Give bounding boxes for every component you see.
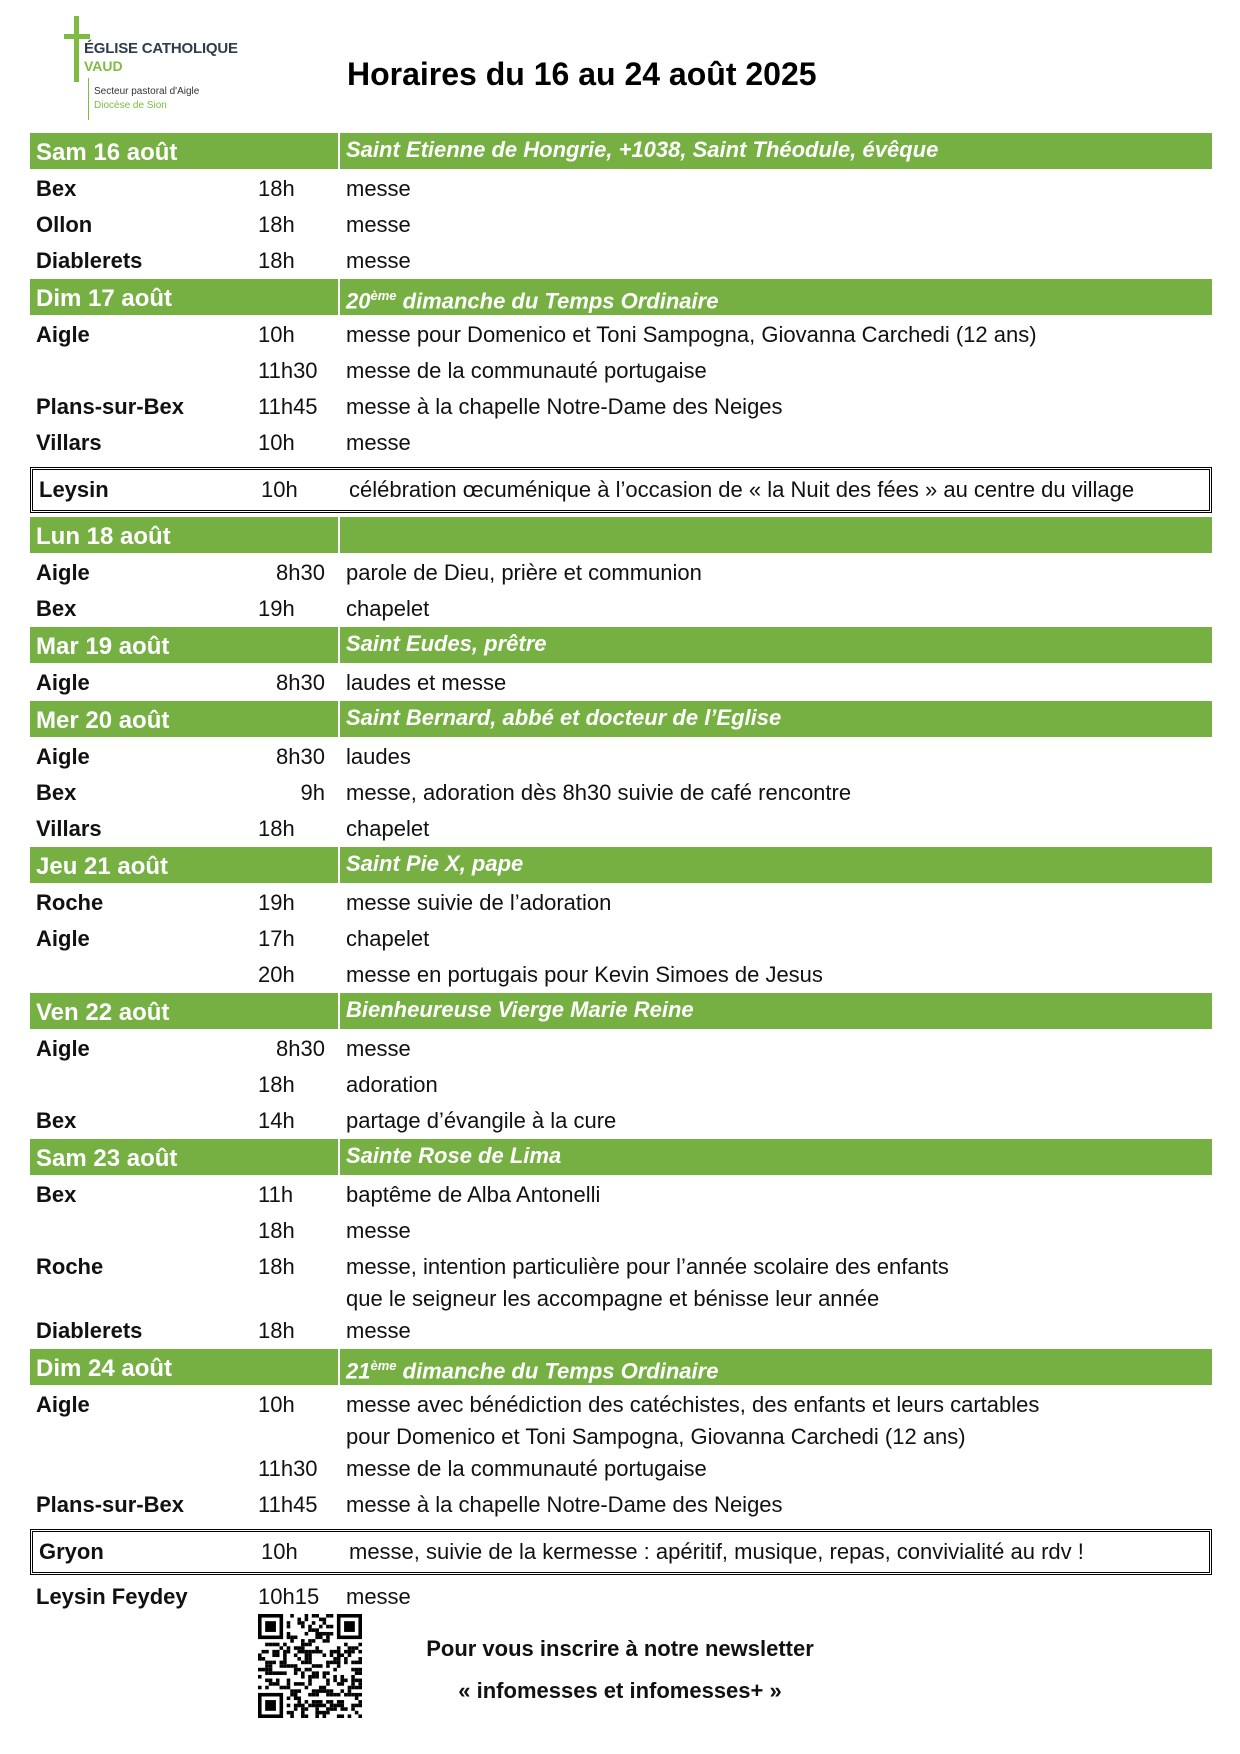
schedule-row <box>30 1177 1212 1213</box>
time: 18h <box>258 176 295 201</box>
day-header <box>30 627 1212 663</box>
place-name: Gryon <box>39 1539 104 1564</box>
time: 8h30 <box>276 1036 325 1061</box>
activity <box>346 353 707 387</box>
place-name: Roche <box>36 1254 104 1279</box>
activity <box>346 739 411 773</box>
time: 18h <box>258 1318 295 1343</box>
highlighted-row <box>30 467 1212 513</box>
schedule-row <box>30 1067 1212 1103</box>
time: 10h <box>258 1392 295 1417</box>
activity-line: baptême de Alba Antonelli <box>346 1182 601 1207</box>
activity <box>346 591 429 625</box>
activity-line: chapelet <box>346 816 430 841</box>
schedule-row <box>30 885 1212 921</box>
activity <box>346 1067 438 1101</box>
day-label: Sam 23 août <box>36 1145 178 1172</box>
place-name: Aigle <box>36 322 90 347</box>
page-title: Horaires du 16 au 24 août 2025 <box>347 56 817 92</box>
schedule-row <box>30 1313 1212 1349</box>
feast-label: Sainte Rose de Lima <box>346 1143 562 1168</box>
activity <box>349 1532 1084 1572</box>
activity <box>346 665 506 699</box>
highlighted-row <box>30 1529 1212 1575</box>
day-label: Sam 16 août <box>36 139 178 166</box>
activity <box>346 775 851 809</box>
place-name: Plans-sur-Bex <box>36 394 184 419</box>
activity <box>346 1313 411 1347</box>
time: 19h <box>258 596 295 621</box>
activity-line2: pour Domenico et Toni Sampogna, Giovanna Carchedi (12 ans) <box>346 1424 966 1449</box>
feast-label: Saint Eudes, prêtre <box>346 631 547 656</box>
activity <box>349 470 1134 510</box>
header-divider <box>338 517 340 553</box>
time: 18h <box>258 1218 295 1243</box>
activity-line: messe, adoration dès 8h30 suivie de café rencontre <box>346 780 852 805</box>
header-divider <box>338 701 340 737</box>
activity <box>346 1487 783 1521</box>
activity <box>346 957 823 991</box>
place-name: Villars <box>36 430 102 455</box>
activity-line: messe <box>346 1036 411 1061</box>
time: 19h <box>258 890 295 915</box>
place-name: Leysin <box>39 477 109 502</box>
feast-label: Saint Etienne de Hongrie, +1038, Saint Théodule, évêque <box>346 137 939 162</box>
schedule-row <box>30 591 1212 627</box>
time: 11h30 <box>258 1456 318 1481</box>
activity-line: partage d’évangile à la cure <box>346 1108 617 1133</box>
place-name: Bex <box>36 1108 77 1133</box>
activity-line: chapelet <box>346 926 430 951</box>
activity-line: célébration œcuménique à l’occasion de « la Nuit des fées » au centre du village <box>349 477 1135 502</box>
header-divider <box>338 1349 340 1385</box>
activity-line: messe suivie de l’adoration <box>346 890 612 915</box>
activity <box>346 207 411 241</box>
activity-line: messe <box>346 248 411 273</box>
header-divider <box>338 627 340 663</box>
day-label: Mar 19 août <box>36 633 170 660</box>
time: 20h <box>258 962 295 987</box>
time: 8h30 <box>276 560 325 585</box>
activity-line: messe avec bénédiction des catéchistes, des enfants et leurs cartables <box>346 1392 1040 1417</box>
logo-line1: ÉGLISE CATHOLIQUE <box>84 40 238 57</box>
time: 18h <box>258 1254 295 1279</box>
activity-line: messe <box>346 1318 411 1343</box>
activity <box>346 243 411 277</box>
activity-line: messe <box>346 176 411 201</box>
cross-icon <box>74 16 79 82</box>
feast-rest: dimanche du Temps Ordinaire <box>396 288 719 314</box>
time: 11h <box>258 1182 294 1207</box>
activity-line: messe de la communauté portugaise <box>346 1456 707 1481</box>
day-label: Lun 18 août <box>36 523 171 550</box>
place-name: Bex <box>36 780 77 805</box>
feast-label: Bienheureuse Vierge Marie Reine <box>346 997 694 1022</box>
activity-line: messe à la chapelle Notre-Dame des Neiges <box>346 394 783 419</box>
activity-line: messe <box>346 1584 411 1609</box>
schedule-row <box>30 243 1212 279</box>
newsletter-line2: « infomesses et infomesses+ » <box>458 1678 782 1703</box>
time: 10h15 <box>258 1584 320 1609</box>
time: 9h <box>300 780 325 805</box>
header-divider <box>338 1139 340 1175</box>
time: 18h <box>258 1072 295 1097</box>
activity-line: laudes et messe <box>346 670 507 695</box>
feast-label <box>346 279 718 318</box>
place-name: Bex <box>36 596 77 621</box>
schedule-row <box>30 921 1212 957</box>
place-name: Roche <box>36 890 104 915</box>
feast-superscript: ème <box>370 1358 397 1373</box>
feast-label <box>346 1349 718 1388</box>
activity-line: messe pour Domenico et Toni Sampogna, Giovanna Carchedi (12 ans) <box>346 322 1037 347</box>
logo-line2: VAUD <box>84 58 123 74</box>
activity-line: messe en portugais pour Kevin Simoes de Jesus <box>346 962 823 987</box>
time: 11h30 <box>258 358 318 383</box>
place-name: Aigle <box>36 670 90 695</box>
header-divider <box>338 279 340 315</box>
activity <box>346 921 429 955</box>
day-header <box>30 1349 1212 1385</box>
activity <box>346 1249 949 1315</box>
activity-line: messe, intention particulière pour l’année scolaire des enfants <box>346 1254 949 1279</box>
place-name: Aigle <box>36 560 90 585</box>
day-header <box>30 279 1212 315</box>
logo-divider <box>88 78 89 120</box>
time: 18h <box>258 212 295 237</box>
feast-number: 20 <box>346 288 371 314</box>
header-divider <box>338 133 340 169</box>
logo-line3: Secteur pastoral d'Aigle <box>94 86 200 97</box>
feast-label: Saint Pie X, pape <box>346 851 524 876</box>
time: 11h45 <box>258 394 318 419</box>
place-name: Villars <box>36 816 102 841</box>
activity <box>346 389 783 423</box>
place-name: Plans-sur-Bex <box>36 1492 184 1517</box>
activity-line: messe <box>346 212 411 237</box>
time: 14h <box>258 1108 295 1133</box>
activity <box>346 425 411 459</box>
schedule-row <box>30 389 1212 425</box>
place-name: Aigle <box>36 926 90 951</box>
activity-line: adoration <box>346 1072 438 1097</box>
cross-icon-bar <box>64 34 90 39</box>
place-name: Leysin Feydey <box>36 1584 188 1609</box>
day-header <box>30 847 1212 883</box>
schedule-table <box>30 133 1212 1615</box>
activity <box>346 1031 411 1065</box>
schedule-row <box>30 1031 1212 1067</box>
time: 10h <box>261 1539 298 1564</box>
day-label: Jeu 21 août <box>36 853 169 880</box>
feast-superscript: ème <box>370 288 397 303</box>
schedule-row <box>30 171 1212 207</box>
schedule-row <box>30 1213 1212 1249</box>
header-divider <box>338 993 340 1029</box>
time: 18h <box>258 816 295 841</box>
activity-line: laudes <box>346 744 411 769</box>
activity <box>346 1451 707 1485</box>
newsletter-line1: Pour vous inscrire à notre newsletter <box>426 1636 814 1661</box>
activity-line: chapelet <box>346 596 430 621</box>
schedule-row <box>30 665 1212 701</box>
time: 11h45 <box>258 1492 318 1517</box>
day-header <box>30 701 1212 737</box>
schedule-row <box>30 1451 1212 1487</box>
logo <box>62 14 262 124</box>
activity <box>346 811 429 845</box>
day-label: Ven 22 août <box>36 999 170 1026</box>
time: 10h <box>258 430 295 455</box>
feast-label: Saint Bernard, abbé et docteur de l’Eglise <box>346 705 782 730</box>
day-header <box>30 517 1212 553</box>
activity-line: messe <box>346 430 411 455</box>
time: 10h <box>258 322 295 347</box>
schedule-row <box>30 1387 1212 1451</box>
time: 8h30 <box>276 744 325 769</box>
day-label: Mer 20 août <box>36 707 170 734</box>
activity-line: messe à la chapelle Notre-Dame des Neiges <box>346 1492 783 1517</box>
schedule-row <box>30 957 1212 993</box>
place-name: Bex <box>36 176 77 201</box>
schedule-row <box>30 1487 1212 1523</box>
place-name: Diablerets <box>36 1318 143 1343</box>
activity-line2: que le seigneur les accompagne et bénisse leur année <box>346 1286 880 1311</box>
place-name: Aigle <box>36 744 90 769</box>
day-header <box>30 1139 1212 1175</box>
time: 8h30 <box>276 670 325 695</box>
activity <box>346 1177 600 1211</box>
header-divider <box>338 847 340 883</box>
activity-line: parole de Dieu, prière et communion <box>346 560 702 585</box>
place-name: Bex <box>36 1182 77 1207</box>
activity <box>346 1579 411 1613</box>
schedule-row <box>30 811 1212 847</box>
feast-number: 21 <box>346 1358 371 1384</box>
time: 17h <box>258 926 295 951</box>
activity <box>346 171 411 205</box>
schedule-row <box>30 207 1212 243</box>
activity-line: messe, suivie de la kermesse : apéritif, musique, repas, convivialité au rdv ! <box>349 1539 1084 1564</box>
schedule-row <box>30 353 1212 389</box>
feast-rest: dimanche du Temps Ordinaire <box>396 1358 719 1384</box>
newsletter <box>380 1628 860 1712</box>
schedule-row <box>30 739 1212 775</box>
schedule-row <box>30 555 1212 591</box>
activity <box>346 317 1037 351</box>
place-name: Diablerets <box>36 248 143 273</box>
schedule-row <box>30 425 1212 461</box>
day-label: Dim 24 août <box>36 1355 173 1382</box>
activity <box>346 885 611 919</box>
activity <box>346 1387 1039 1453</box>
time: 18h <box>258 248 295 273</box>
activity-line: messe <box>346 1218 411 1243</box>
activity <box>346 1213 411 1247</box>
activity <box>346 1103 616 1137</box>
day-header <box>30 133 1212 169</box>
logo-line4: Diocèse de Sion <box>94 100 167 111</box>
schedule-row <box>30 775 1212 811</box>
schedule-row <box>30 317 1212 353</box>
place-name: Ollon <box>36 212 93 237</box>
schedule-row <box>30 1103 1212 1139</box>
activity-line: messe de la communauté portugaise <box>346 358 707 383</box>
schedule-row <box>30 1249 1212 1313</box>
place-name: Aigle <box>36 1036 90 1061</box>
time: 10h <box>261 477 298 502</box>
day-header <box>30 993 1212 1029</box>
day-label: Dim 17 août <box>36 285 173 312</box>
place-name: Aigle <box>36 1392 90 1417</box>
activity <box>346 555 702 589</box>
qr-code-icon <box>258 1614 362 1718</box>
schedule-row <box>30 1579 1212 1615</box>
